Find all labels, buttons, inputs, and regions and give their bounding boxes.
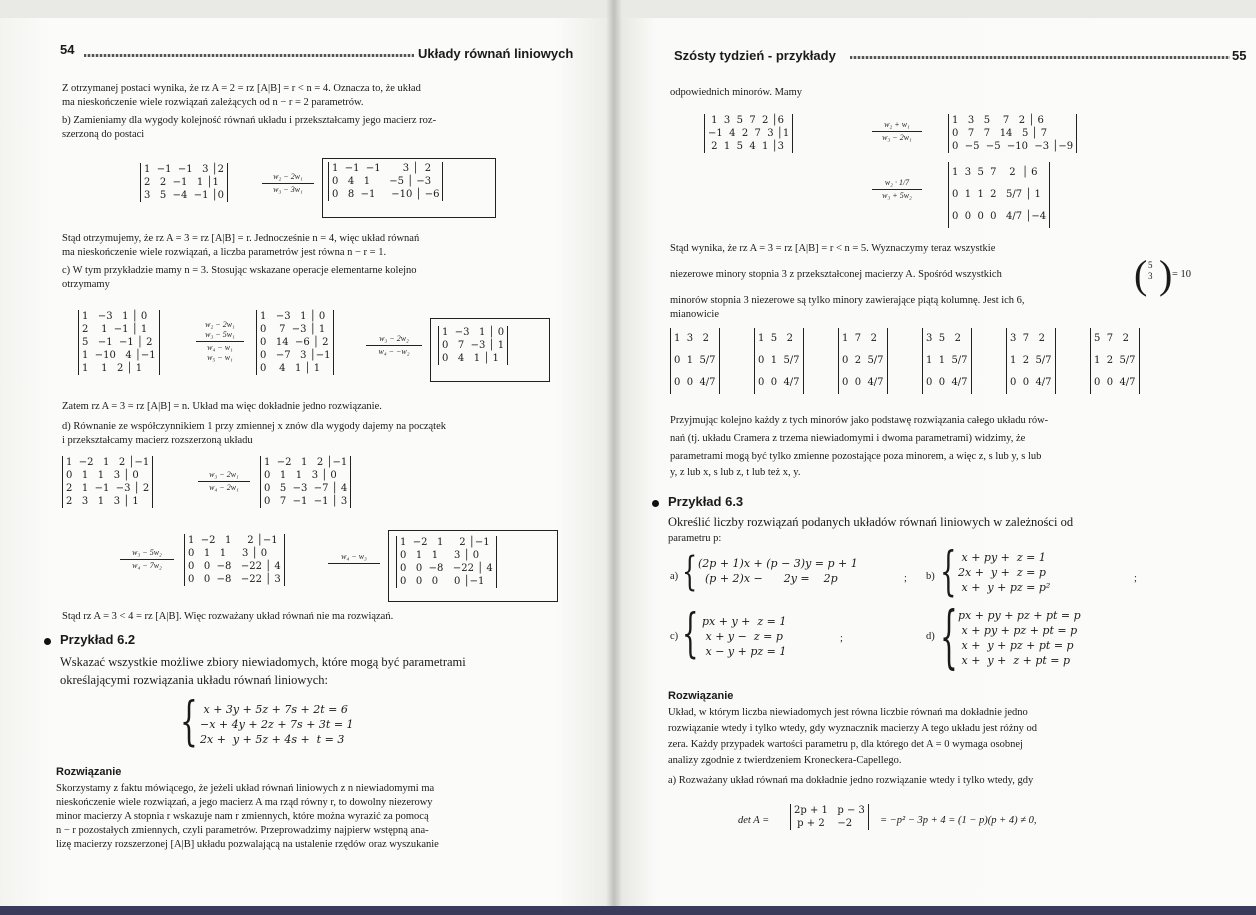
binomial [1148,260,1153,282]
system-b: x + py + z = 1 2x + y + z = p x + y + pz = p² [958,551,1051,594]
minor-matrix: 3 7 2 1 2 5/7 0 0 4/7 [1006,328,1056,394]
paragraph-line: nieskończenie wiele rozwiązań, a jego macierz A ma rząd równy r, to dowolny niezerowy [56,797,433,808]
matrix-62-step2: 1 3 5 7 2 │ 6 0 7 7 14 5 │ 7 0 −5 −5 −10 −3 │−9 [948,114,1077,153]
paragraph-line: Stąd otrzymujemy, że rz A = 3 = rz [A|B] = r. Jednocześnie n = 4, więc układ równań [62,233,420,244]
system-brace: { [940,542,957,602]
system-brace: { [682,604,699,664]
binomial-bracket: ) [1159,252,1173,297]
separator: ; [904,573,907,584]
system-a: (2p + 1)x + (p − 3)y = p + 1 (p + 2)x − 2y = 2p [698,557,858,585]
matrix-d-step3: 1 −2 1 2 │−1 0 1 1 3 │ 0 0 0 −8 −22 │ 4 0 0 −8 −22 │ 3 [184,534,285,586]
operation-label: w₄ − −w₂ [378,347,410,356]
paragraph-line: ma nieskończenie wiele rozwiązań, a liczba parametrów jest równa n − r = 1. [62,247,387,258]
example-text: parametru p: [668,533,722,544]
operation-label: w₄ − 2w₁ [209,483,239,492]
paragraph-line: zera. Każdy przypadek wartości parametru p, dla którego det A = 0 wymaga osobnej [668,739,1023,750]
book-gutter [606,0,622,915]
operation-label: w₃ + 5w₂ [882,191,912,200]
example-bullet [44,638,51,645]
example-text: określającymi rozwiązania układu równań liniowych: [60,673,328,687]
paragraph-line: a) Rozważany układ równań ma dokładnie jedno rozwiązanie wtedy i tylko wtedy, gdy [668,775,1034,786]
system-brace: { [180,692,198,752]
paragraph-line: i przekształcamy macierz rozszerzoną układu [62,435,253,446]
paragraph-line: Stąd wynika, że rz A = 3 = rz [A|B] = r < n = 5. Wyznaczymy teraz wszystkie [670,243,996,254]
paragraph-line: odpowiednich minorów. Mamy [670,87,803,98]
separator: ; [1134,573,1137,584]
row-operation-arrow [872,120,922,143]
page-number-left: 54 [60,42,75,57]
paragraph-line: n − r pozostałych zmiennych, czyli parametrów. Przeprowadzimy najpierw wstępną ana- [56,825,429,836]
example-bullet [652,500,659,507]
operation-label: w₃ − 2w₂ [379,334,409,343]
separator: ; [840,633,843,644]
minor-matrix: 1 3 2 0 1 5/7 0 0 4/7 [670,328,720,394]
header-rule-right [850,56,1230,59]
paragraph-line: c) W tym przykładzie mamy n = 3. Stosując wskazane operacje elementarne kolejno [62,265,417,276]
system-brace: { [682,549,698,595]
paragraph-line: y, z lub x, s lub z, t lub też x, y. [670,467,801,478]
matrix-c-result: 1 −3 1 │ 0 0 7 −3 │ 1 0 4 1 │ 1 [438,326,508,365]
row-operation-arrow [196,320,244,363]
matrix-d-step2: 1 −2 1 2 │−1 0 1 1 3 │ 0 0 5 −3 −7 │ 4 0 7 −1 −1 │ 3 [260,456,351,508]
row-operation-arrow [328,552,380,575]
det-rhs: = −p² − 3p + 4 = (1 − p)(p + 4) ≠ 0, [880,815,1037,826]
matrix-62-original: 1 3 5 7 2 │6 −1 4 2 7 3 │1 2 1 5 4 1 │3 [704,114,793,153]
operation-label: w₄ − 7w₂ [132,561,162,570]
operation-label: w₂ − 2w₁ [273,172,303,181]
paragraph-line: Przyjmując kolejno każdy z tych minorów jako podstawę rozwiązania całego układu rów- [670,415,1049,426]
case-label: c) [670,631,679,642]
operation-label: w₃ − 5w₁ [205,330,235,339]
running-head-left: Układy równań liniowych [418,46,574,61]
operation-label: w₄ − w₃ [341,552,367,561]
operation-label: w₃ − 5w₂ [132,548,162,557]
paragraph-line: minor macierzy A stopnia r wskazuje nam r zmiennych, które można wyrazić za pomocą [56,811,429,822]
case-label: a) [670,571,679,582]
row-operation-arrow [120,548,174,571]
page-number-right: 55 [1232,48,1247,63]
example-text: Określić liczby rozwiązań podanych układów równań liniowych w zależności od [668,515,1074,529]
matrix-c-step2: 1 −3 1 │ 0 0 7 −3 │ 1 0 14 −6 │ 2 0 −7 3 │−1 0 4 1 │ 1 [256,310,334,375]
operation-label: w₂ − 2w₁ [205,320,235,329]
paragraph-line: Z otrzymanej postaci wynika, że rz A = 2 = rz [A|B] = r < n = 4. Oznacza to, że układ [62,83,421,94]
paragraph-line: rozwiązanie wtedy i tylko wtedy, gdy wyznacznik macierzy A tego układu jest różny od [668,723,1038,734]
matrix-62-step3: 1 3 5 7 2 │ 6 0 1 1 2 5/7 │ 1 0 0 0 0 4/7 │−4 [948,162,1050,228]
system-c: px + y + z = 1 x + y − z = p x − y + pz = 1 [702,615,787,658]
example-text: Wskazać wszystkie możliwe zbiory niewiadomych, które mogą być parametrami [60,655,466,669]
scan-top-band [0,0,618,18]
operation-label: w₅ − w₁ [207,353,233,362]
row-operation-arrow [872,178,922,201]
paragraph-line: analizy zgodnie z twierdzeniem Kroneckera-Capellego. [668,755,902,766]
linear-system: x + 3y + 5z + 7s + 2t = 6 −x + 4y + 2z + 7s + 3t = 1 2x + y + 5z + 4s + t = 3 [200,703,354,746]
matrix-b-original: 1 −1 −1 3 │2 2 2 −1 1 │1 3 5 −4 −1 │0 [140,163,228,202]
solution-heading: Rozwiązanie [668,690,734,702]
paragraph-line: nań (tj. układu Cramera z trzema niewiadomymi i dwoma parametrami) widzimy, że [670,433,1026,444]
binomial-bottom: 3 [1148,271,1153,281]
operation-label: w₄ − w₁ [207,343,233,352]
paragraph-line: Stąd rz A = 3 < 4 = rz [A|B]. Więc rozważany układ równań nie ma rozwiązań. [62,611,394,622]
minor-matrix: 1 5 2 0 1 5/7 0 0 4/7 [754,328,804,394]
paragraph-line: mianowicie [670,309,719,320]
case-label: d) [926,631,935,642]
paragraph-line: niezerowe minory stopnia 3 z przekształconej macierzy A. Spośród wszystkich [670,269,1002,280]
det-matrix: 2p + 1 p − 3 p + 2 −2 [790,804,869,830]
operation-label: w₃ − 2w₁ [882,133,912,142]
left-page [0,0,618,915]
operation-label: w₂ + w₁ [884,120,910,129]
paragraph-line: ma nieskończenie wiele rozwiązań zależących od n − r = 2 parametrów. [62,97,364,108]
case-label: b) [926,571,935,582]
matrix-b-reduced: 1 −1 −1 3 │ 2 0 4 1 −5 │ −3 0 8 −1 −10 │ −6 [328,162,443,201]
paragraph-line: Układ, w którym liczba niewiadomych jest równa liczbie równań ma dokładnie jedno [668,707,1028,718]
minor-matrix: 3 5 2 1 1 5/7 0 0 4/7 [922,328,972,394]
example-title: Przykład 6.3 [668,494,744,509]
row-operation-arrow [366,334,422,357]
paragraph-line: szerzoną do postaci [62,129,145,140]
paragraph-line: otrzymamy [62,279,110,290]
paragraph-line: parametrami mogą być tylko zmienne pozostające poza minorem, a więc z, s lub y, s lub [670,451,1042,462]
paragraph-line: Skorzystamy z faktu mówiącego, że jeżeli układ równań liniowych z n niewiadomymi ma [56,783,435,794]
matrix-c-original: 1 −3 1 │ 0 2 1 −1 │ 1 5 −1 −1 │ 2 1 −10 4 │−1 1 1 2 │ 1 [78,310,160,375]
scan-top-band [618,0,1256,18]
scan-bottom-band [0,906,1256,915]
binomial-bracket: ( [1134,252,1148,297]
row-operation-arrow [198,470,250,493]
row-operation-arrow [262,172,314,195]
paragraph-line: minorów stopnia 3 niezerowe są tylko minory zawierające piątą kolumnę. Jest ich 6, [670,295,1025,306]
binomial-top: 5 [1148,260,1153,270]
system-d: px + py + pz + pt = p x + py + pz + pt = p x + y + pz + pt = p x + y + z + pt = p [958,609,1081,667]
header-rule-left [84,54,414,57]
det-lhs: det A = [738,815,770,826]
running-head-right: Szósty tydzień - przykłady [674,48,836,63]
operation-label: w₃ − 2w₁ [209,470,239,479]
operation-label: w₂ · 1/7 [884,178,910,187]
example-title: Przykład 6.2 [60,632,136,647]
system-brace: { [940,598,958,678]
solution-heading: Rozwiązanie [56,766,122,778]
paragraph-line: d) Równanie ze współczynnikiem 1 przy zmiennej x znów dla wygody dajemy na początek [62,421,447,432]
paragraph-line: b) Zamieniamy dla wygody kolejność równań układu i przekształcamy jego macierz roz- [62,115,437,126]
operation-label: w₃ − 3w₁ [273,185,303,194]
minor-matrix: 5 7 2 1 2 5/7 0 0 4/7 [1090,328,1140,394]
binomial-value: = 10 [1172,269,1192,280]
paragraph-line: lizę macierzy rozszerzonej [A|B] układu pozwalającą na ustalenie rzędów oraz wyszukanie [56,839,439,850]
paragraph-line: Zatem rz A = 3 = rz [A|B] = n. Układ ma więc dokładnie jedno rozwiązanie. [62,401,382,412]
matrix-d-result: 1 −2 1 2 │−1 0 1 1 3 │ 0 0 0 −8 −22 │ 4 0 0 0 0 │−1 [396,536,497,588]
matrix-d-original: 1 −2 1 2 │−1 0 1 1 3 │ 0 2 1 −1 −3 │ 2 2 3 1 3 │ 1 [62,456,153,508]
right-page [618,0,1256,915]
minor-matrix: 1 7 2 0 2 5/7 0 0 4/7 [838,328,888,394]
